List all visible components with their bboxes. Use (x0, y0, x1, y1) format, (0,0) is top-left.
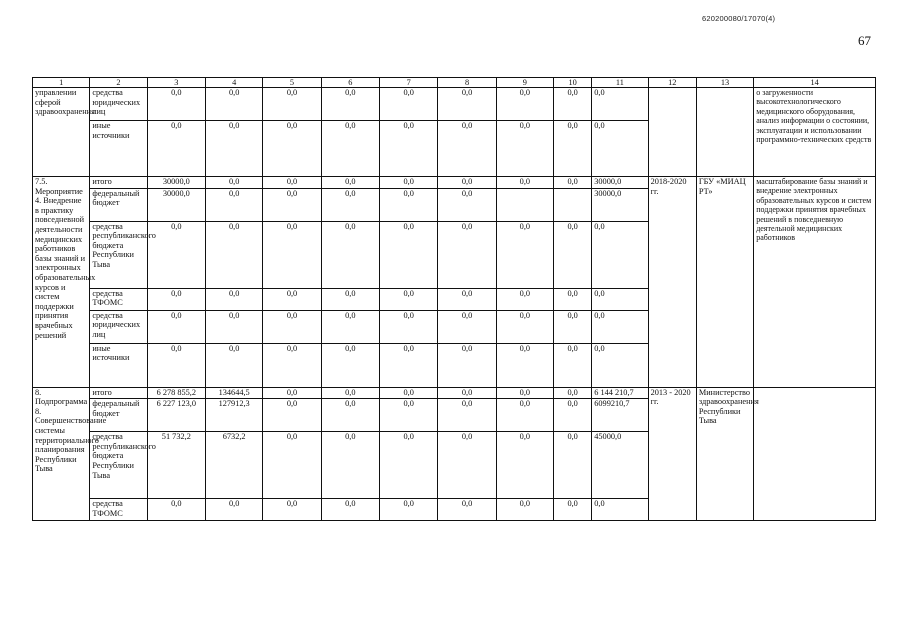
column-header-row (33, 78, 876, 88)
value-cell: 0,0 (263, 88, 321, 121)
value-cell: 0,0 (380, 88, 438, 121)
column-header: 4 (206, 78, 263, 88)
total-cell: 6 144 210,7 (592, 387, 648, 399)
value-cell: 0,0 (206, 288, 263, 310)
value-cell: 0,0 (438, 310, 496, 343)
value-cell: 0,0 (554, 499, 592, 521)
period-cell: 2013 - 2020 гг. (648, 387, 696, 521)
column-header: 12 (648, 78, 696, 88)
value-cell: 0,0 (554, 432, 592, 499)
expected-result (754, 387, 876, 521)
value-cell: 0,0 (496, 432, 553, 499)
value-cell: 0,0 (496, 343, 553, 387)
value-cell: 0,0 (496, 221, 553, 288)
value-cell: 0,0 (206, 343, 263, 387)
table-row (33, 177, 876, 189)
column-header: 13 (696, 78, 753, 88)
value-cell: 6 278 855,2 (147, 387, 205, 399)
column-header: 7 (380, 78, 438, 88)
value-cell: 0,0 (263, 221, 321, 288)
funding-source: иные источники (90, 343, 147, 387)
funding-source: средства юридических лиц (90, 88, 147, 121)
value-cell: 30000,0 (147, 188, 205, 221)
value-cell: 0,0 (263, 310, 321, 343)
column-header: 3 (147, 78, 205, 88)
value-cell: 0,0 (496, 399, 553, 432)
value-cell: 0,0 (554, 177, 592, 189)
executor-cell: Министерство здравоохранения Республики Тыва (696, 387, 753, 521)
value-cell: 0,0 (147, 310, 205, 343)
value-cell: 0,0 (147, 288, 205, 310)
total-cell: 45000,0 (592, 432, 648, 499)
value-cell: 0,0 (380, 288, 438, 310)
value-cell: 0,0 (147, 121, 205, 177)
total-cell: 0,0 (592, 310, 648, 343)
value-cell: 134644,5 (206, 387, 263, 399)
value-cell: 0,0 (321, 121, 379, 177)
value-cell: 0,0 (438, 387, 496, 399)
total-cell: 0,0 (592, 343, 648, 387)
value-cell: 0,0 (263, 432, 321, 499)
value-cell: 0,0 (380, 343, 438, 387)
value-cell: 0,0 (321, 310, 379, 343)
column-header: 6 (321, 78, 379, 88)
value-cell: 0,0 (438, 88, 496, 121)
value-cell: 0,0 (438, 288, 496, 310)
funding-source: иные источники (90, 121, 147, 177)
expected-result: о загруженности высокотехнологического медицинского оборудования, анализ информации о состоянии, эксплуатации и использовании программно-технических средств (754, 88, 876, 177)
value-cell: 0,0 (554, 288, 592, 310)
value-cell: 0,0 (263, 399, 321, 432)
value-cell: 0,0 (206, 310, 263, 343)
value-cell: 0,0 (263, 121, 321, 177)
executor-cell (696, 88, 753, 177)
document-id: 620200080/17070(4) (702, 14, 776, 23)
value-cell: 0,0 (554, 343, 592, 387)
executor-cell: ГБУ «МИАЦ РТ» (696, 177, 753, 388)
value-cell: 0,0 (438, 343, 496, 387)
value-cell: 0,0 (380, 432, 438, 499)
value-cell: 0,0 (321, 88, 379, 121)
total-cell: 0,0 (592, 121, 648, 177)
funding-source: средства республиканского бюджета Республики Тыва (90, 432, 147, 499)
value-cell: 0,0 (554, 399, 592, 432)
total-cell: 6099210,7 (592, 399, 648, 432)
period-cell (648, 88, 696, 177)
value-cell: 0,0 (380, 121, 438, 177)
funding-source: средства юридических лиц (90, 310, 147, 343)
value-cell: 0,0 (554, 310, 592, 343)
column-header: 8 (438, 78, 496, 88)
expected-result: масштабирование базы знаний и внедрение электронных образовательных курсов и систем поддержки принятия врачебных решений в повседневную деятельной медицинских работников (754, 177, 876, 388)
value-cell: 0,0 (380, 177, 438, 189)
value-cell (496, 188, 553, 221)
value-cell: 0,0 (438, 121, 496, 177)
total-cell: 0,0 (592, 221, 648, 288)
value-cell: 0,0 (496, 387, 553, 399)
funding-source: федеральный бюджет (90, 399, 147, 432)
value-cell: 0,0 (321, 177, 379, 189)
value-cell: 0,0 (321, 188, 379, 221)
value-cell: 0,0 (438, 177, 496, 189)
table-row (33, 387, 876, 399)
funding-source: средства ТФОМС (90, 288, 147, 310)
value-cell: 0,0 (147, 343, 205, 387)
table-row (33, 88, 876, 121)
value-cell: 0,0 (263, 499, 321, 521)
value-cell: 0,0 (438, 188, 496, 221)
value-cell: 0,0 (380, 499, 438, 521)
funding-source: средства республиканского бюджета Республики Тыва (90, 221, 147, 288)
total-cell: 30000,0 (592, 188, 648, 221)
column-header: 10 (554, 78, 592, 88)
value-cell: 0,0 (554, 387, 592, 399)
value-cell: 0,0 (206, 188, 263, 221)
value-cell: 0,0 (496, 88, 553, 121)
value-cell: 0,0 (438, 499, 496, 521)
column-header: 2 (90, 78, 147, 88)
value-cell: 0,0 (438, 432, 496, 499)
value-cell: 0,0 (496, 121, 553, 177)
value-cell: 0,0 (554, 88, 592, 121)
value-cell: 0,0 (554, 221, 592, 288)
total-cell: 0,0 (592, 499, 648, 521)
value-cell: 0,0 (380, 188, 438, 221)
value-cell: 0,0 (380, 221, 438, 288)
value-cell: 0,0 (321, 288, 379, 310)
value-cell: 0,0 (263, 288, 321, 310)
value-cell: 0,0 (496, 310, 553, 343)
program-table (32, 77, 876, 521)
funding-source: федеральный бюджет (90, 188, 147, 221)
total-cell: 0,0 (592, 288, 648, 310)
column-header: 11 (592, 78, 648, 88)
column-header: 1 (33, 78, 90, 88)
value-cell: 0,0 (496, 177, 553, 189)
value-cell: 0,0 (147, 221, 205, 288)
value-cell: 0,0 (263, 343, 321, 387)
column-header: 14 (754, 78, 876, 88)
funding-source: итого (90, 177, 147, 189)
value-cell: 51 732,2 (147, 432, 205, 499)
period-cell: 2018-2020 гг. (648, 177, 696, 388)
measure-name: управлении сферой здравоохранения (33, 88, 90, 177)
funding-source: итого (90, 387, 147, 399)
value-cell: 0,0 (380, 310, 438, 343)
measure-name: 8. Подпрограмма 8. Совершенствование системы территориального планирования Республики Тыва (33, 387, 90, 521)
measure-name: 7.5. Мероприятие 4. Внедрение в практику повседневной деятельности медицинских работников базы знаний и электронных образовательных курсов и систем поддержки принятия врачебных решений (33, 177, 90, 388)
value-cell: 0,0 (147, 499, 205, 521)
value-cell: 6732,2 (206, 432, 263, 499)
value-cell: 30000,0 (147, 177, 205, 189)
total-cell: 30000,0 (592, 177, 648, 189)
value-cell: 127912,3 (206, 399, 263, 432)
value-cell: 0,0 (438, 399, 496, 432)
total-cell: 0,0 (592, 88, 648, 121)
page-number: 67 (858, 33, 871, 48)
value-cell: 0,0 (321, 343, 379, 387)
funding-source: средства ТФОМС (90, 499, 147, 521)
value-cell: 6 227 123,0 (147, 399, 205, 432)
value-cell: 0,0 (263, 387, 321, 399)
value-cell: 0,0 (554, 121, 592, 177)
value-cell: 0,0 (321, 387, 379, 399)
value-cell: 0,0 (380, 387, 438, 399)
value-cell: 0,0 (206, 499, 263, 521)
value-cell (554, 188, 592, 221)
value-cell: 0,0 (380, 399, 438, 432)
value-cell: 0,0 (206, 177, 263, 189)
value-cell: 0,0 (321, 499, 379, 521)
column-header: 9 (496, 78, 553, 88)
value-cell: 0,0 (263, 188, 321, 221)
column-header: 5 (263, 78, 321, 88)
value-cell: 0,0 (263, 177, 321, 189)
value-cell: 0,0 (438, 221, 496, 288)
value-cell: 0,0 (206, 88, 263, 121)
value-cell: 0,0 (147, 88, 205, 121)
value-cell: 0,0 (206, 121, 263, 177)
value-cell: 0,0 (321, 432, 379, 499)
value-cell: 0,0 (496, 288, 553, 310)
value-cell: 0,0 (321, 399, 379, 432)
value-cell: 0,0 (496, 499, 553, 521)
value-cell: 0,0 (321, 221, 379, 288)
value-cell: 0,0 (206, 221, 263, 288)
